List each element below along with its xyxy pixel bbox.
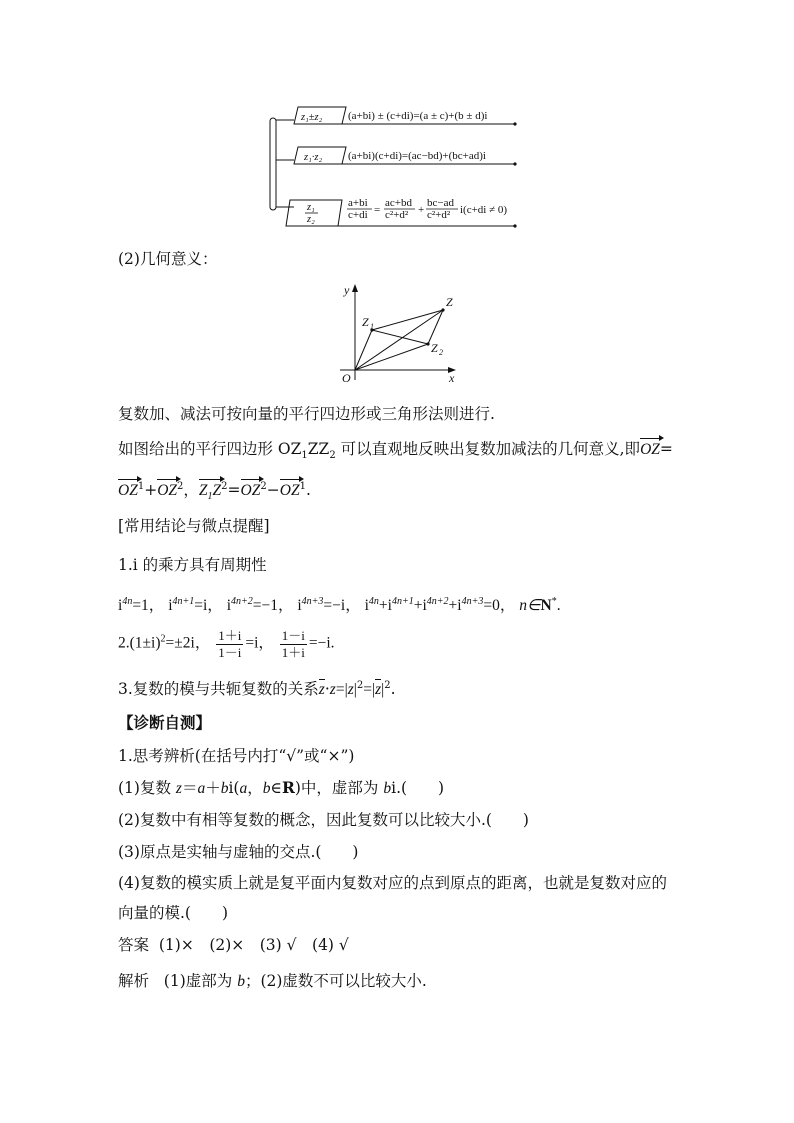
z2-label: Z xyxy=(431,341,438,355)
p3-eq: = xyxy=(227,481,241,500)
vector-oz1-b: OZ xyxy=(279,482,300,500)
op-label-quotient-den: z₂ xyxy=(307,214,315,225)
p3-minus: − xyxy=(266,481,280,500)
paragraph-1: 复数加、减法可按向量的平行四边形或三角形法则进行. xyxy=(118,405,495,423)
tip-3: 3.复数的模与共轭复数的关系$z\cdot z=|z|^2=|z|^2$. xyxy=(118,680,396,699)
vector-oz2: OZ xyxy=(157,482,178,500)
p2-b: ZZ xyxy=(307,440,330,458)
tips-heading: [常用结论与微点提醒] xyxy=(118,517,270,535)
p3-comma: ， xyxy=(183,481,199,500)
p3-plus: + xyxy=(144,481,158,500)
tip-1-formula: $i^{4n}=1$， $i^{4n+1}=i$， $i^{4n+2}=-1$， $i^{4n+3}=-i$， $i^{4n}+i^{4n+1}+i^{4n+2}+i^{4n+3}=0$， n∈N*. xyxy=(118,596,561,615)
tip-2-formula: $2.(1\pm i)^2=\pm 2i$， $\frac{1+i}{1-i}$ =i， $\frac{1-i}{1+i}$ =−i. xyxy=(118,628,335,660)
p3-s2: 2 xyxy=(177,481,184,492)
line-end-dot xyxy=(513,162,516,165)
vector-oz1: OZ xyxy=(118,482,138,500)
op-label-quotient-num: z₁ xyxy=(307,202,315,213)
quotient-eq: = xyxy=(374,204,381,216)
p3-s4: 2 xyxy=(260,481,267,492)
answer-text: (1)× (2)× (3) √ (4) √ xyxy=(158,936,349,954)
p3-end: . xyxy=(305,481,311,500)
question-4-line-2: 向量的模.( ) xyxy=(118,904,229,922)
p3-v3: Z xyxy=(198,482,208,500)
analysis-line: 解析 (1)虚部为 b；(2)虚数不可以比较大小. xyxy=(118,972,427,990)
p3-s3b: 2 xyxy=(221,481,228,492)
fraction-2: $\frac{1-i}{1+i}$ xyxy=(281,628,305,660)
product-formula: (a+bi)(c+di)=(ac−bd)+(bc+ad)i xyxy=(348,150,486,162)
question-2: (2)复数中有相等复数的概念，因此复数可以比较大小.( ) xyxy=(118,811,529,829)
fraction-1: $\frac{1+i}{1-i}$ xyxy=(218,628,242,660)
point-z2 xyxy=(426,342,429,345)
p3-v3b: Z xyxy=(212,482,222,500)
answer-line xyxy=(118,936,349,955)
quotient-tail: i(c+di ≠ 0) xyxy=(460,204,508,216)
question-1: (1)复数 z＝a＋bi(a，b∈R)中，虚部为 bi.( ) xyxy=(118,778,445,797)
quotient-r2-num: bc−ad xyxy=(427,197,454,209)
p3-s3a: 1 xyxy=(207,491,213,503)
p2-a: 如图给出的平行四边形 OZ xyxy=(118,440,302,458)
vector-oz2-b: OZ xyxy=(240,482,261,500)
p2-s1: 1 xyxy=(301,450,308,462)
line-end-dot xyxy=(513,122,516,125)
quotient-r2-den: c²+d² xyxy=(427,209,451,221)
p3-s1: 1 xyxy=(137,481,145,492)
quotient-r1-num: ac+bd xyxy=(385,197,412,209)
parallelogram-diagram xyxy=(0,280,794,400)
sum-formula: (a+bi) ± (c+di)=(a ± c)+(b ± d)i xyxy=(348,110,488,122)
operations-diagram xyxy=(0,0,794,240)
quotient-r1-den: c²+d² xyxy=(385,209,409,221)
vector-oz: OZ xyxy=(640,441,660,458)
p2-c: 可以直观地反映出复数加减法的几何意义,即 xyxy=(335,440,641,458)
p2-s2: 2 xyxy=(329,450,336,462)
z-label: Z xyxy=(446,295,453,309)
point-z xyxy=(441,308,444,311)
z1-sub: 1 xyxy=(370,322,374,331)
answer-label: 答案 xyxy=(118,936,150,954)
op-label-sum: z₁±z₂ xyxy=(301,112,323,123)
origin-label: O xyxy=(342,371,351,385)
quotient-lhs-den: c+di xyxy=(348,209,368,221)
op-label-product: z₁·z₂ xyxy=(304,152,323,163)
analysis-label: 解析 xyxy=(118,972,150,990)
line-end-dot xyxy=(513,224,516,227)
z2-sub: 2 xyxy=(439,348,443,357)
question-4-line-1: (4)复数的模实质上就是复平面内复数对应的点到原点的距离，也就是复数对应的 xyxy=(118,874,667,892)
paragraph-2 xyxy=(118,440,673,462)
paragraph-3 xyxy=(118,481,311,503)
question-title: 1.思考辨析(在括号内打“√”或“×”) xyxy=(118,747,355,765)
vector-z1z2 xyxy=(199,482,221,503)
diagnosis-heading: 【诊断自测】 xyxy=(118,713,212,732)
axis-y-label: y xyxy=(344,283,350,297)
axis-x-label: x xyxy=(449,371,455,385)
quotient-plus: + xyxy=(418,204,425,216)
z1-label: Z xyxy=(362,315,369,329)
quotient-lhs-num: a+bi xyxy=(348,197,368,209)
question-3: (3)原点是实轴与虚轴的交点.( ) xyxy=(118,843,359,861)
tip-1-title: 1.i 的乘方具有周期性 xyxy=(118,556,267,574)
geometric-meaning-heading: (2)几何意义： xyxy=(118,250,218,268)
p3-s5: 1 xyxy=(299,481,306,492)
p2-eq: = xyxy=(659,440,673,458)
